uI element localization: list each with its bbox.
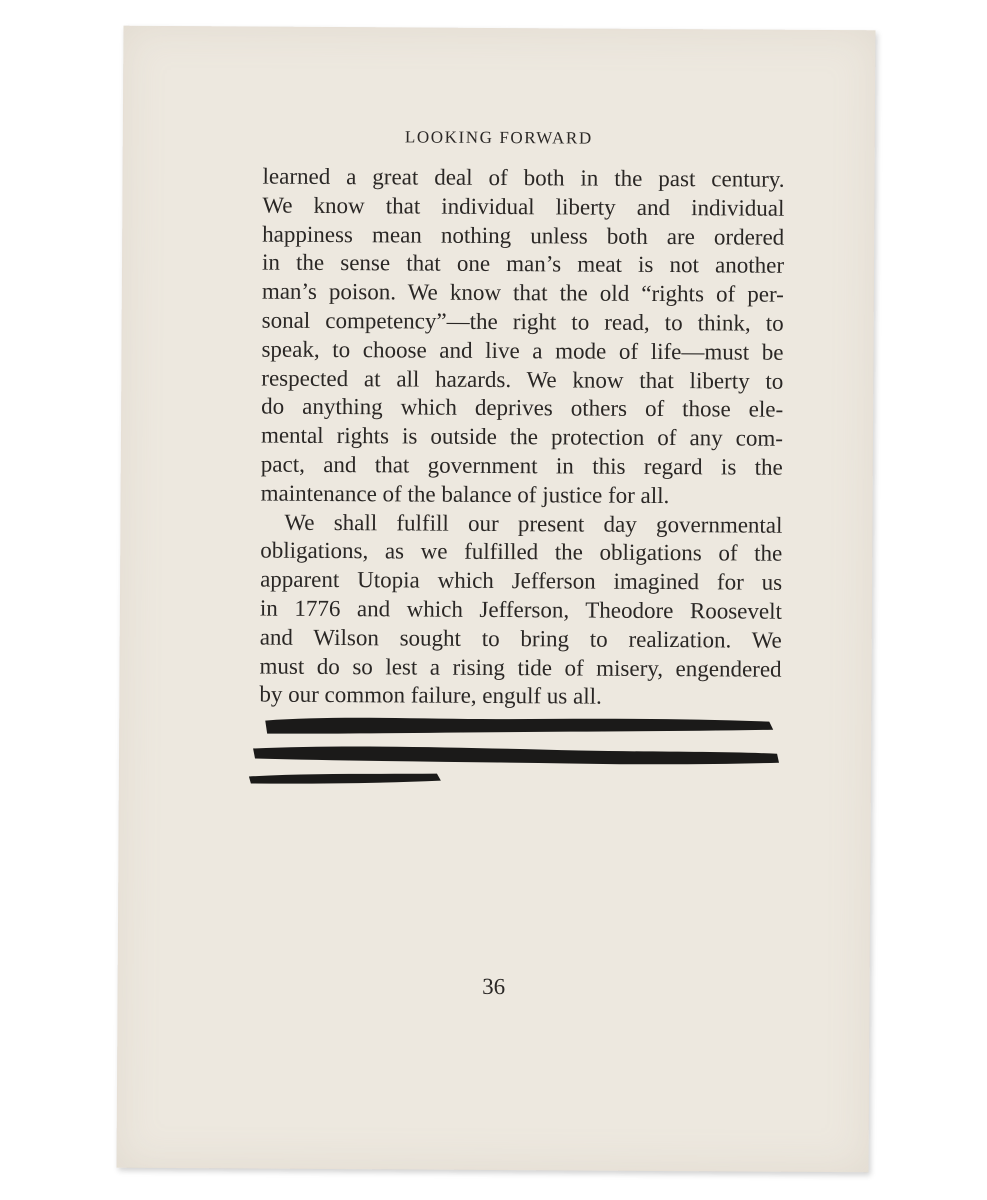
text-line: by our common failure, engulf us all. <box>259 681 602 709</box>
redaction-stroke-2 <box>253 746 779 765</box>
paragraph-2 <box>259 508 782 713</box>
text-line: We know that individual liberty and individual <box>262 192 785 221</box>
text-line: man’s poison. We know that the old “rights of per- <box>261 278 784 307</box>
text-line: must do so lest a rising tide of misery, engendered <box>259 653 782 682</box>
text-line: mental rights is outside the protection of any com- <box>260 422 784 451</box>
text-line: speak, to choose and live a mode of life—must be <box>261 336 784 365</box>
redaction-strokes <box>249 706 789 789</box>
text-line: in 1776 and which Jefferson, Theodore Roosevelt <box>259 595 783 624</box>
page-number: 36 <box>482 973 506 1000</box>
book-page <box>117 26 876 1173</box>
text-line: in the sense that one man’s meat is not another <box>261 249 785 279</box>
text-line: apparent Utopia which Jefferson imagined for us <box>260 566 783 595</box>
redaction-marks <box>249 706 789 789</box>
paragraph-1 <box>261 163 785 512</box>
text-line: do anything which deprives others of those ele- <box>261 393 784 423</box>
text-line: sonal competency”—the right to read, to think, to <box>261 307 784 336</box>
text-line: respected at all hazards. We know that liberty to <box>261 365 784 394</box>
running-head: LOOKING FORWARD <box>404 127 593 148</box>
redaction-stroke-1 <box>265 717 773 737</box>
redaction-stroke-3 <box>249 772 441 784</box>
text-line: pact, and that government in this regard is the <box>260 451 783 480</box>
text-line: learned a great deal of both in the past century. <box>262 163 785 192</box>
text-line: maintenance of the balance of justice for all. <box>260 480 670 508</box>
text-line: and Wilson sought to bring to realization. We <box>259 624 782 653</box>
text-line: obligations, as we fulfilled the obligations of the <box>260 537 783 567</box>
body-text <box>259 163 784 713</box>
text-line: happiness mean nothing unless both are ordered <box>262 221 785 250</box>
text-line: We shall fulfill our present day governmental <box>284 509 783 538</box>
